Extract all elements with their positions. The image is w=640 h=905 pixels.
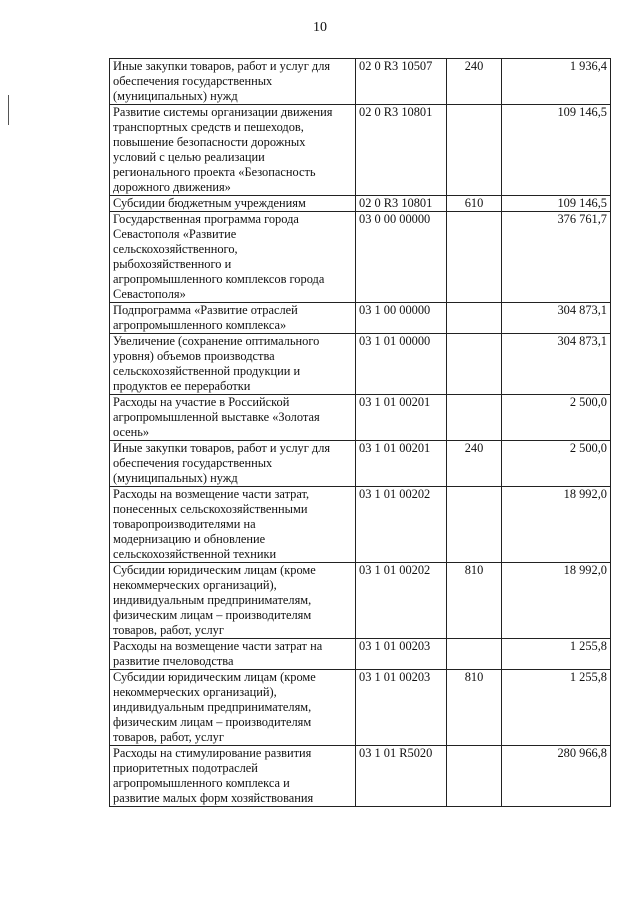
budget-table (109, 58, 611, 807)
table-row (110, 105, 611, 196)
expense-name-line: некоммерческих организаций), (113, 578, 277, 592)
expense-name-line: агропромышленного комплекса» (113, 318, 287, 332)
expense-name-line: Увеличение (сохранение оптимального (113, 334, 320, 348)
table-row (110, 59, 611, 105)
expense-name-line: Иные закупки товаров, работ и услуг для (113, 59, 331, 73)
target-code-cell: 02 0 R3 10801 (356, 105, 447, 196)
expense-name-line: рыбохозяйственного и (113, 257, 232, 271)
expense-name-line: развитие пчеловодства (113, 654, 234, 668)
expense-name-line: агропромышленного комплекса и (113, 776, 290, 790)
expense-name-line: (муниципальных) нужд (113, 471, 238, 485)
target-code-cell: 03 1 01 00201 (356, 441, 447, 487)
expense-name-line: индивидуальным предпринимателям, (113, 593, 312, 607)
expense-name-cell (110, 487, 356, 563)
expense-name-cell (110, 196, 356, 212)
expense-name-line: обеспечения государственных (113, 456, 273, 470)
amount-cell: 280 966,8 (502, 746, 611, 807)
expense-name-line: Расходы на участие в Российской (113, 395, 290, 409)
expense-type-cell (447, 105, 502, 196)
expense-name-line: индивидуальным предпринимателям, (113, 700, 312, 714)
expense-name-cell (110, 746, 356, 807)
expense-name-line: понесенных сельскохозяйственными (113, 502, 308, 516)
table-row (110, 639, 611, 670)
amount-cell: 2 500,0 (502, 395, 611, 441)
expense-name-cell (110, 59, 356, 105)
expense-name-line: физическим лицам – производителям (113, 715, 312, 729)
amount-cell: 1 255,8 (502, 670, 611, 746)
expense-name-line: Субсидии юридическим лицам (кроме (113, 670, 316, 684)
table-row (110, 395, 611, 441)
expense-name-line: развитие малых форм хозяйствования (113, 791, 314, 805)
expense-name-line: Расходы на возмещение части затрат, (113, 487, 310, 501)
expense-name-line: Севастополя «Развитие (113, 227, 237, 241)
expense-name-line: товаропроизводителями на (113, 517, 256, 531)
table-row (110, 334, 611, 395)
table-row (110, 441, 611, 487)
target-code-cell: 03 1 01 00203 (356, 670, 447, 746)
expense-type-cell: 610 (447, 196, 502, 212)
target-code-cell: 03 1 01 00202 (356, 563, 447, 639)
expense-name-line: осень» (113, 425, 150, 439)
expense-name-line: Расходы на возмещение части затрат на (113, 639, 323, 653)
expense-name-line: товаров, работ, услуг (113, 623, 224, 637)
expense-name-line: физическим лицам – производителям (113, 608, 312, 622)
expense-name-cell (110, 334, 356, 395)
amount-cell: 2 500,0 (502, 441, 611, 487)
amount-cell: 1 936,4 (502, 59, 611, 105)
expense-type-cell (447, 334, 502, 395)
expense-name-cell (110, 395, 356, 441)
expense-name-line: транспортных средств и пешеходов, (113, 120, 304, 134)
expense-name-line: повышение безопасности дорожных (113, 135, 306, 149)
expense-name-cell (110, 212, 356, 303)
target-code-cell: 03 1 01 R5020 (356, 746, 447, 807)
table-row (110, 487, 611, 563)
expense-name-line: (муниципальных) нужд (113, 89, 238, 103)
target-code-cell: 03 1 01 00000 (356, 334, 447, 395)
expense-type-cell (447, 639, 502, 670)
page-number: 10 (313, 20, 327, 35)
expense-type-cell: 240 (447, 441, 502, 487)
table-row (110, 212, 611, 303)
target-code-cell: 03 1 01 00203 (356, 639, 447, 670)
expense-name-line: Субсидии бюджетным учреждениям (113, 196, 306, 210)
expense-name-cell (110, 303, 356, 334)
table-row (110, 196, 611, 212)
table-row (110, 303, 611, 334)
table-row (110, 746, 611, 807)
expense-name-line: товаров, работ, услуг (113, 730, 224, 744)
target-code-cell: 03 1 01 00202 (356, 487, 447, 563)
expense-name-line: регионального проекта «Безопасность (113, 165, 316, 179)
expense-name-line: сельскохозяйственной техники (113, 547, 277, 561)
expense-type-cell (447, 746, 502, 807)
expense-name-line: некоммерческих организаций), (113, 685, 277, 699)
table-row (110, 670, 611, 746)
expense-type-cell (447, 395, 502, 441)
expense-type-cell (447, 303, 502, 334)
expense-type-cell (447, 487, 502, 563)
expense-name-line: продуктов ее переработки (113, 379, 251, 393)
expense-name-cell (110, 639, 356, 670)
expense-type-cell: 810 (447, 670, 502, 746)
left-margin-mark (8, 95, 9, 125)
expense-name-line: модернизацию и обновление (113, 532, 266, 546)
expense-name-line: обеспечения государственных (113, 74, 273, 88)
amount-cell: 109 146,5 (502, 105, 611, 196)
table-row (110, 563, 611, 639)
expense-name-line: агропромышленной выставке «Золотая (113, 410, 320, 424)
target-code-cell: 03 1 00 00000 (356, 303, 447, 334)
amount-cell: 1 255,8 (502, 639, 611, 670)
expense-name-line: уровня) объемов производства (113, 349, 275, 363)
budget-table-body (110, 59, 611, 807)
expense-name-cell (110, 441, 356, 487)
expense-type-cell (447, 212, 502, 303)
amount-cell: 18 992,0 (502, 487, 611, 563)
expense-name-line: условий с целью реализации (113, 150, 265, 164)
target-code-cell: 02 0 R3 10801 (356, 196, 447, 212)
expense-type-cell: 810 (447, 563, 502, 639)
expense-name-line: Развитие системы организации движения (113, 105, 333, 119)
target-code-cell: 03 1 01 00201 (356, 395, 447, 441)
amount-cell: 109 146,5 (502, 196, 611, 212)
expense-name-line: Подпрограмма «Развитие отраслей (113, 303, 298, 317)
expense-type-cell: 240 (447, 59, 502, 105)
expense-name-line: Государственная программа города (113, 212, 299, 226)
amount-cell: 376 761,7 (502, 212, 611, 303)
expense-name-line: приоритетных подотраслей (113, 761, 258, 775)
expense-name-cell (110, 105, 356, 196)
target-code-cell: 02 0 R3 10507 (356, 59, 447, 105)
expense-name-line: агропромышленного комплексов города (113, 272, 325, 286)
expense-name-line: дорожного движения» (113, 180, 231, 194)
expense-name-line: Иные закупки товаров, работ и услуг для (113, 441, 331, 455)
amount-cell: 18 992,0 (502, 563, 611, 639)
expense-name-line: Субсидии юридическим лицам (кроме (113, 563, 316, 577)
expense-name-cell (110, 670, 356, 746)
expense-name-line: Расходы на стимулирование развития (113, 746, 312, 760)
amount-cell: 304 873,1 (502, 303, 611, 334)
expense-name-cell (110, 563, 356, 639)
amount-cell: 304 873,1 (502, 334, 611, 395)
target-code-cell: 03 0 00 00000 (356, 212, 447, 303)
expense-name-line: сельскохозяйственного, (113, 242, 238, 256)
expense-name-line: сельскохозяйственной продукции и (113, 364, 301, 378)
expense-name-line: Севастополя» (113, 287, 186, 301)
